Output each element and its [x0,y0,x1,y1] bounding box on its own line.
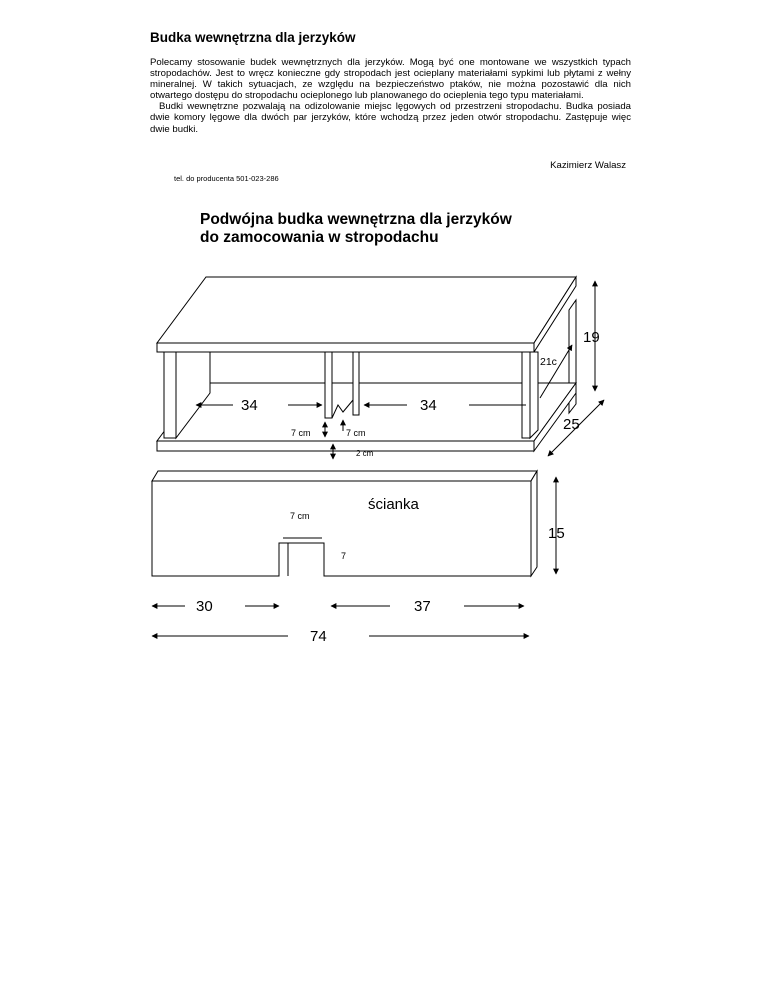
right-inner-wall [522,352,530,438]
diagram-heading-line1: Podwójna budka wewnętrzna dla jerzyków [200,211,512,228]
paragraph-1: Polecamy stosowanie budek wewnętrznych dla jerzyków. Mogą być one montowane we wszystkich typach stropodachów. Jest to wręcz konieczne gdy stropodach jest ocieplany materiałami sypkimi lub płytami z wełny mineralnej. W takich sytuacjach, ze względu na bezpieczeństwo ptaków, nie można pozostawić dla nich otwartego dostępu do stropodachu ocieplonego lub planowanego do ocieplenia tego typu materiałami. [150,57,631,102]
front-wall-side-edge [531,471,537,576]
label-total-length: 74 [310,628,327,645]
middle-partition-left [325,352,332,418]
label-height: 19 [583,329,600,346]
label-thickness: 2 cm [356,449,374,458]
label-wall-height: 15 [548,525,565,542]
label-gap-left: 7 cm [291,428,311,438]
label-opening-width: 7 cm [290,511,310,521]
bottom-board-top [157,383,576,441]
label-inner-height: 21c [540,356,557,368]
top-board-front [157,343,534,352]
label-gap-right: 7 cm [346,428,366,438]
box-3d-view [157,277,576,451]
front-wall-top-edge [152,471,537,481]
front-wall-panel [152,481,531,576]
middle-partition-right [353,352,359,415]
paragraph-2: Budki wewnętrzne pozwalają na odizolowanie miejsc lęgowych od przestrzeni stropodachu. Budka posiada dwie komory lęgowe dla dwóch par jerzyków, które wchodzą przez jeden otwór stropodachu. Zastępuje więc dwie budki. [150,101,631,135]
diagram-heading-line2: do zamocowania w stropodachu [200,229,439,246]
label-right-length: 37 [414,598,431,615]
phone-number: tel. do producenta 501-023-286 [174,174,279,183]
author: Kazimierz Walasz [550,160,626,171]
label-left-length: 30 [196,598,213,615]
label-depth: 25 [563,416,580,433]
label-opening-height: 7 [341,551,347,561]
page-title: Budka wewnętrzna dla jerzyków [150,30,356,45]
label-wall-name: ścianka [368,496,419,513]
label-left-chamber: 34 [241,397,258,414]
bottom-board-front [157,441,534,451]
left-inner-wall [164,352,176,438]
right-inner-wall-depth [530,352,538,438]
top-board-surface [157,277,576,343]
label-right-chamber: 34 [420,397,437,414]
